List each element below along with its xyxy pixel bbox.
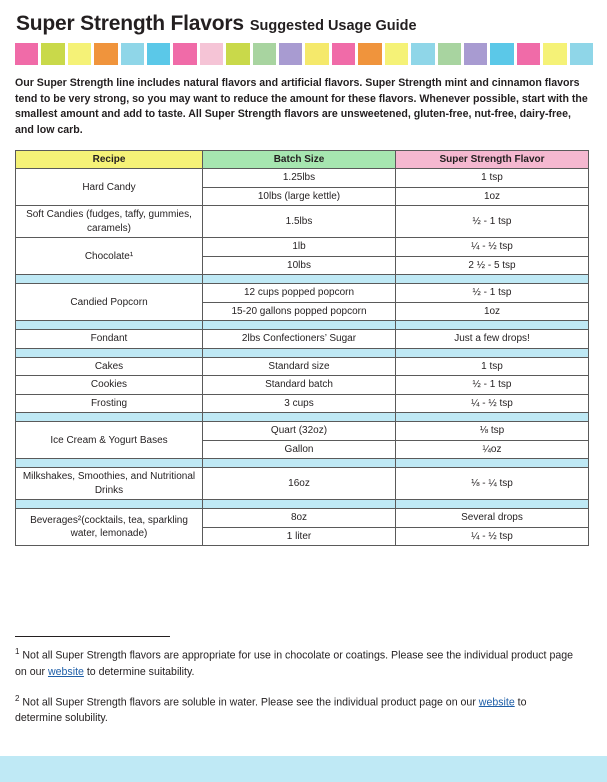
cell-flavor-amount: ⅛ - ¼ tsp [396,468,589,500]
cell-flavor-amount: ½ - 1 tsp [396,206,589,238]
cell-recipe: Soft Candies (fudges, taffy, gummies, caramels) [16,206,203,238]
color-swatch [358,43,381,65]
table-spacer-row [16,459,589,468]
footnotes [15,636,590,739]
spacer-cell [203,348,396,357]
spacer-cell [16,500,203,509]
spacer-cell [203,275,396,284]
color-swatch [411,43,434,65]
cell-batch-size: 2lbs Confectioners’ Sugar [203,330,396,349]
spacer-cell [396,459,589,468]
cell-flavor-amount: Just a few drops! [396,330,589,349]
bottom-color-bar [0,756,607,782]
color-swatch [385,43,408,65]
table-row [16,509,589,528]
cell-recipe: Cookies [16,376,203,395]
cell-flavor-amount: ½ - 1 tsp [396,376,589,395]
spacer-cell [396,413,589,422]
page-title [14,10,593,36]
table-row [16,422,589,441]
cell-batch-size: Standard batch [203,376,396,395]
spacer-cell [203,413,396,422]
cell-flavor-amount: 1oz [396,187,589,206]
cell-flavor-amount: ¼ - ½ tsp [396,527,589,546]
cell-recipe: Frosting [16,394,203,413]
column-header-recipe: Recipe [16,151,203,169]
column-header-batch-size: Batch Size [203,151,396,169]
table-row [16,238,589,257]
spacer-cell [203,321,396,330]
color-swatch [226,43,249,65]
spacer-cell [16,275,203,284]
cell-batch-size: 1 liter [203,527,396,546]
footnote-1-text-after: to determine suitability. [83,665,195,678]
table-spacer-row [16,275,589,284]
spacer-cell [16,348,203,357]
footnote-2-text-after: to determine solubility. [15,696,527,725]
table-row [16,330,589,349]
color-swatch [253,43,276,65]
color-swatch [517,43,540,65]
spacer-cell [396,275,589,284]
color-swatch [332,43,355,65]
cell-batch-size: Gallon [203,440,396,459]
color-swatch [464,43,487,65]
cell-batch-size: 15-20 gallons popped popcorn [203,302,396,321]
cell-batch-size: 10lbs (large kettle) [203,187,396,206]
spacer-cell [16,413,203,422]
spacer-cell [396,500,589,509]
cell-batch-size: 12 cups popped popcorn [203,284,396,303]
cell-recipe: Candied Popcorn [16,284,203,321]
color-swatch [173,43,196,65]
cell-batch-size: 8oz [203,509,396,528]
color-swatch [147,43,170,65]
table-spacer-row [16,348,589,357]
footnote-2-text-before: Not all Super Strength flavors are soluble in water. Please see the individual product page on our [19,696,479,709]
cell-recipe: Hard Candy [16,169,203,206]
color-swatch [15,43,38,65]
color-swatch [200,43,223,65]
table-row [16,284,589,303]
table-row [16,169,589,188]
cell-flavor-amount: Several drops [396,509,589,528]
cell-batch-size: 16oz [203,468,396,500]
spacer-cell [16,321,203,330]
spacer-cell [396,321,589,330]
footnote-1-text-before: Not all Super Strength flavors are appropriate for use in chocolate or coatings. Please see the individual product page on our [15,649,574,678]
color-swatch [490,43,513,65]
color-swatch [305,43,328,65]
cell-recipe: Fondant [16,330,203,349]
cell-recipe: Ice Cream & Yogurt Bases [16,422,203,459]
table-row [16,376,589,395]
footnote-1-website-link[interactable]: website [47,665,84,678]
color-swatch [279,43,302,65]
cell-flavor-amount: 1 tsp [396,357,589,376]
table-spacer-row [16,500,589,509]
spacer-cell [16,459,203,468]
spacer-cell [203,500,396,509]
color-swatch [570,43,593,65]
usage-table [15,150,589,546]
spacer-cell [203,459,396,468]
cell-batch-size: 1.5lbs [203,206,396,238]
cell-batch-size: 10lbs [203,256,396,275]
color-swatch-strip [15,43,593,65]
cell-recipe: Beverages²(cocktails, tea, sparkling water, lemonade) [16,509,203,546]
cell-flavor-amount: 2 ½ - 5 tsp [396,256,589,275]
cell-flavor-amount: ¼ - ½ tsp [396,238,589,257]
cell-batch-size: Quart (32oz) [203,422,396,441]
footnote-2 [15,693,575,727]
table-spacer-row [16,321,589,330]
footnote-2-marker: 2 [15,693,20,703]
cell-flavor-amount: ½ - 1 tsp [396,284,589,303]
spacer-cell [396,348,589,357]
color-swatch [543,43,566,65]
footnote-divider [15,636,170,637]
table-row [16,357,589,376]
cell-batch-size: Standard size [203,357,396,376]
column-header-flavor: Super Strength Flavor [396,151,589,169]
intro-paragraph: Our Super Strength line includes natural flavors and artificial flavors. Super Strength mint and cinnamon flavors tend to be very strong, so you may want to reduce the amount for these flavors. Whenever possible, start with the smallest amount and add to taste. All Super Strength flavors are unsweetened, gluten-free, nut-free, dairy-free, and low carb. [15,77,588,136]
cell-flavor-amount: 1 tsp [396,169,589,188]
footnote-1 [15,646,575,680]
color-swatch [68,43,91,65]
footnote-1-marker: 1 [15,647,20,656]
table-spacer-row [16,413,589,422]
color-swatch [438,43,461,65]
cell-batch-size: 1.25lbs [203,169,396,188]
title-main: Super Strength Flavors [16,12,244,35]
color-swatch [41,43,64,65]
cell-batch-size: 1lb [203,238,396,257]
title-subtitle: Suggested Usage Guide [249,18,417,34]
cell-recipe: Cakes [16,357,203,376]
table-header-row [16,151,589,169]
cell-batch-size: 3 cups [203,394,396,413]
table-row [16,206,589,238]
table-row [16,468,589,500]
cell-flavor-amount: 1oz [396,302,589,321]
table-row [16,394,589,413]
cell-recipe: Milkshakes, Smoothies, and Nutritional Drinks [16,468,203,500]
cell-recipe: Chocolate¹ [16,238,203,275]
cell-flavor-amount: ¼ - ½ tsp [396,394,589,413]
footnote-2-website-link[interactable]: website [478,696,515,709]
color-swatch [94,43,117,65]
color-swatch [121,43,144,65]
cell-flavor-amount: ¼oz [396,440,589,459]
cell-flavor-amount: ⅛ tsp [396,422,589,441]
